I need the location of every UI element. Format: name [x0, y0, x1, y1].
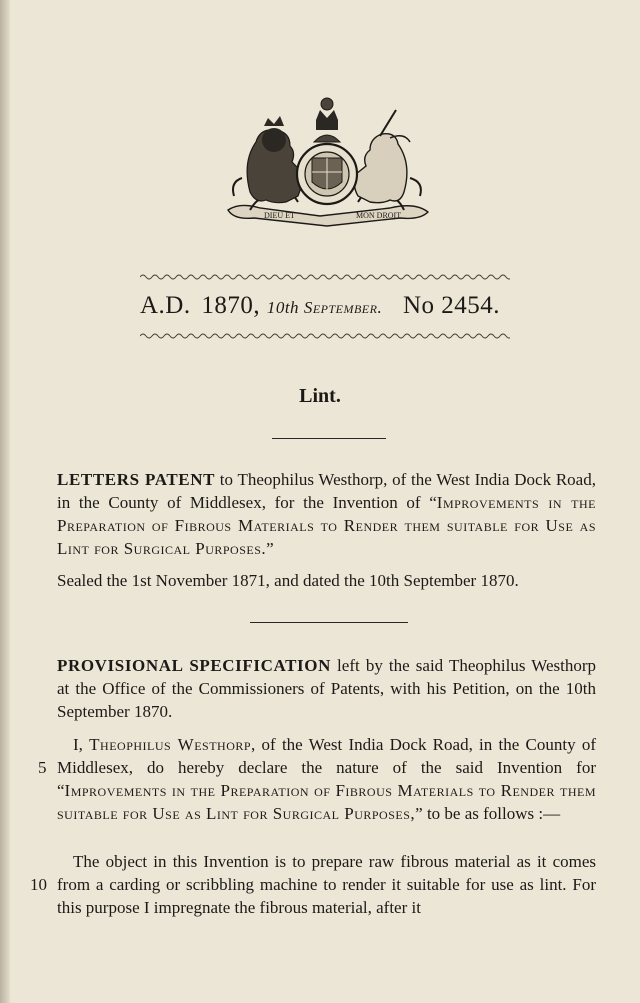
patent-date-day: 10th — [266, 298, 300, 317]
document-title: Lint. — [299, 385, 341, 407]
sealed-line: Sealed the 1st November 1871, and dated the 10th September 1870. — [57, 571, 519, 590]
section-rule — [250, 622, 408, 623]
crest-motto-right: MON DROIT — [356, 211, 402, 220]
patent-year: 1870, — [201, 292, 261, 319]
declaration-text: , of the West India Dock Road, in the County of Middlesex, do hereby declare the nature of the said Invention for “ — [57, 735, 596, 800]
crest-motto-left: DIEU ET — [264, 211, 295, 220]
line-number-10: 10 — [30, 875, 47, 894]
patent-number: No 2454. — [402, 292, 501, 319]
body-paragraph: The object in this Invention is to prepare raw fibrous material as it comes from a carding or scribbling machine to render it suitable for use as lint. For this purpose I impregnate the fibrous material, after it — [57, 852, 596, 917]
provisional-paragraph — [57, 654, 596, 723]
ad-label: A.D. — [139, 292, 191, 319]
declaration-invention-title: Improvements in the Preparation of Fibrous Materials to Render them suitable for Use as Lint for Surgical Purposes, — [57, 781, 596, 823]
provisional-text: left by the said Theophilus Westhorp at the Office of the Commissioners of Patents, with his Petition, on the 10th September 1870. — [57, 656, 596, 721]
patent-headline — [0, 292, 640, 320]
letters-patent-text: to Theophilus Westhorp, of the West India Dock Road, in the County of Middlesex, for the Invention of “ — [57, 470, 596, 512]
declaration-intro: I, — [73, 735, 90, 754]
patent-date-month: September. — [303, 298, 383, 317]
letters-patent-paragraph — [57, 468, 596, 560]
letters-patent-label: LETTERS PATENT — [57, 470, 216, 489]
title-rule — [272, 438, 386, 439]
declaration-ending: ” to be as follows :— — [415, 804, 561, 823]
patent-date — [267, 298, 382, 317]
royal-coat-of-arms-icon — [220, 92, 434, 232]
declaration-paragraph — [57, 733, 596, 825]
provisional-label: PROVISIONAL SPECIFICATION — [57, 656, 331, 675]
inventor-name: Theophilus Westhorp — [89, 735, 252, 754]
invention-title: Improvements in the Preparation of Fibrous Materials to Render them suitable for Use as Lint for Surgical Purposes. — [57, 493, 596, 558]
page-spine-shadow — [0, 0, 10, 1003]
letters-patent-close-quote: ” — [266, 539, 274, 558]
wavy-divider-top — [140, 272, 510, 282]
line-number-5: 5 — [38, 758, 47, 777]
wavy-divider-bottom — [140, 331, 510, 341]
